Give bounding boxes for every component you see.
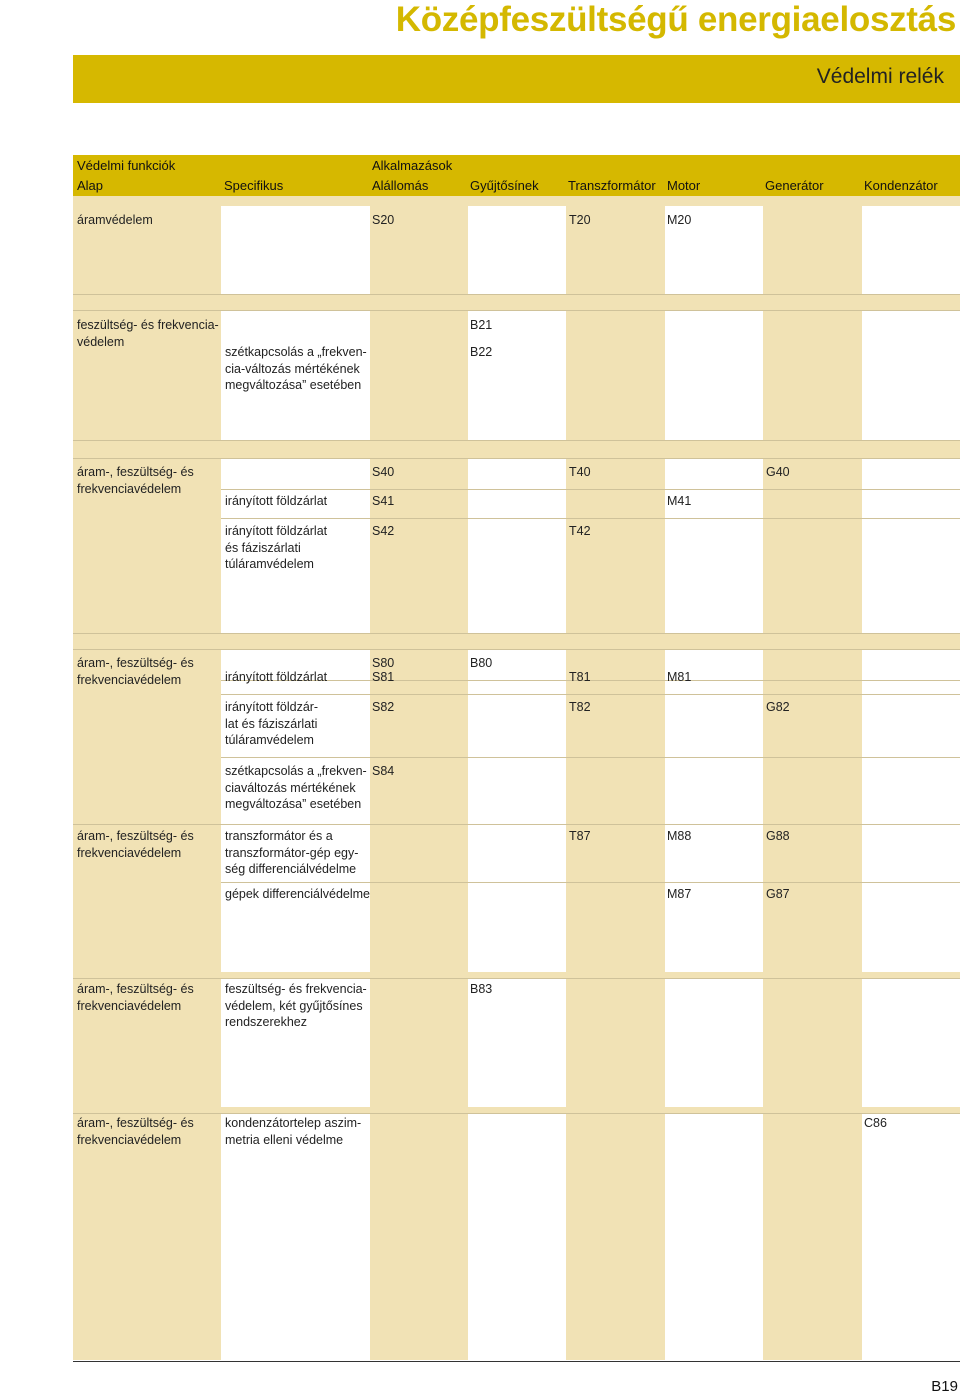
row-divider	[73, 824, 960, 825]
section-banner-label: Védelmi relék	[816, 65, 944, 88]
footer-rule	[73, 1361, 960, 1362]
subrow-divider	[221, 694, 960, 695]
row-divider	[73, 294, 960, 295]
header-col-generator: Generátor	[765, 178, 824, 193]
row5-spec1: transzformátor és a transzformátor-gép egy- ség differenciálvédelme	[225, 829, 359, 876]
row3-alap: áram-, feszültség- és frekvenciavédelem	[77, 465, 194, 496]
row-divider	[73, 458, 960, 459]
row3-t40: T40	[569, 465, 591, 479]
row1-t20: T20	[569, 213, 591, 227]
row5-g88: G88	[766, 829, 790, 843]
subrow-divider	[221, 882, 960, 883]
table-body	[73, 196, 960, 1360]
row3-s42: S42	[372, 524, 395, 538]
row4-s84: S84	[372, 764, 395, 778]
section-banner	[73, 55, 960, 103]
row4-s81: S81	[372, 670, 395, 684]
row4-spec4: szétkapcsolás a „frekven- ciaváltozás mértékének megváltozása” esetében	[225, 764, 367, 811]
row7-spec: kondenzátortelep aszim- metria elleni védelme	[225, 1116, 362, 1147]
row5-m87: M87	[667, 887, 692, 901]
row4-alap: áram-, feszültség- és frekvenciavédelem	[77, 656, 194, 687]
subrow-divider	[221, 757, 960, 758]
header-col-kondenzator: Kondenzátor	[864, 178, 938, 193]
row4-t81: T81	[569, 670, 591, 684]
row1-alap: áramvédelem	[77, 213, 153, 227]
row4-s80: S80	[372, 656, 395, 670]
row-separator	[73, 633, 960, 649]
row5-g87: G87	[766, 887, 790, 901]
header-col-transzformator: Transzformátor	[568, 178, 656, 193]
row-divider	[73, 310, 960, 311]
row4-g82: G82	[766, 700, 790, 714]
row2-b22: B22	[470, 345, 493, 359]
row3-m41: M41	[667, 494, 692, 508]
row5-m88: M88	[667, 829, 692, 843]
subrow-divider	[221, 489, 960, 490]
row7-alap: áram-, feszültség- és frekvenciavédelem	[77, 1116, 194, 1147]
row7-c86: C86	[864, 1116, 887, 1130]
row2-alap: feszültség- és frekvencia- védelem	[77, 318, 219, 349]
row5-t87: T87	[569, 829, 591, 843]
row6-spec: feszültség- és frekvencia- védelem, két gyűjtősínes rendszerekhez	[225, 982, 367, 1029]
row1-m20: M20	[667, 213, 692, 227]
row-divider	[73, 649, 960, 650]
row3-t42: T42	[569, 524, 591, 538]
row3-s40: S40	[372, 465, 395, 479]
row4-m81: M81	[667, 670, 692, 684]
table-top-strip	[73, 196, 960, 206]
row4-s82: S82	[372, 700, 395, 714]
row6-alap: áram-, feszültség- és frekvenciavédelem	[77, 982, 194, 1013]
row4-spec2: irányított földzárlat	[225, 670, 328, 684]
row6-b83: B83	[470, 982, 493, 996]
header-col-alap: Alap	[77, 178, 104, 193]
row-separator	[73, 440, 960, 458]
row2-b21: B21	[470, 318, 493, 332]
header-group-functions: Védelmi funkciók	[77, 158, 176, 173]
row-divider	[73, 1113, 960, 1114]
row3-g40: G40	[766, 465, 790, 479]
page-number: B19	[931, 1378, 958, 1395]
row3-s41: S41	[372, 494, 395, 508]
col-white-gyujtosinek	[468, 196, 566, 1360]
row2-spec: szétkapcsolás a „frekven- cia-változás mértékének megváltozása” esetében	[225, 345, 367, 392]
row-divider	[73, 440, 960, 441]
row4-b80: B80	[470, 656, 493, 670]
row4-t82: T82	[569, 700, 591, 714]
col-white-kondenzator	[862, 196, 960, 1360]
row1-s20: S20	[372, 213, 395, 227]
row-separator	[73, 294, 960, 310]
row-divider	[73, 978, 960, 979]
row5-alap: áram-, feszültség- és frekvenciavédelem	[77, 829, 194, 860]
row4-spec3: irányított földzár- lat és fáziszárlati túláramvédelem	[225, 700, 319, 747]
header-col-gyujtosinek: Gyűjtősínek	[470, 178, 539, 193]
page-title: Középfeszültségű energiaelosztás	[395, 0, 956, 39]
header-col-specifikus: Specifikus	[224, 178, 284, 193]
row-divider	[73, 633, 960, 634]
header-col-motor: Motor	[667, 178, 701, 193]
row3-spec2: irányított földzárlat	[225, 494, 328, 508]
col-white-motor	[665, 196, 763, 1360]
header-group-applications: Alkalmazások	[372, 158, 453, 173]
header-col-allomas: Alállomás	[372, 178, 429, 193]
row5-spec2: gépek differenciálvédelme	[225, 887, 371, 901]
row3-spec3: irányított földzárlat és fáziszárlati túláramvédelem	[225, 524, 328, 571]
subrow-divider	[221, 518, 960, 519]
